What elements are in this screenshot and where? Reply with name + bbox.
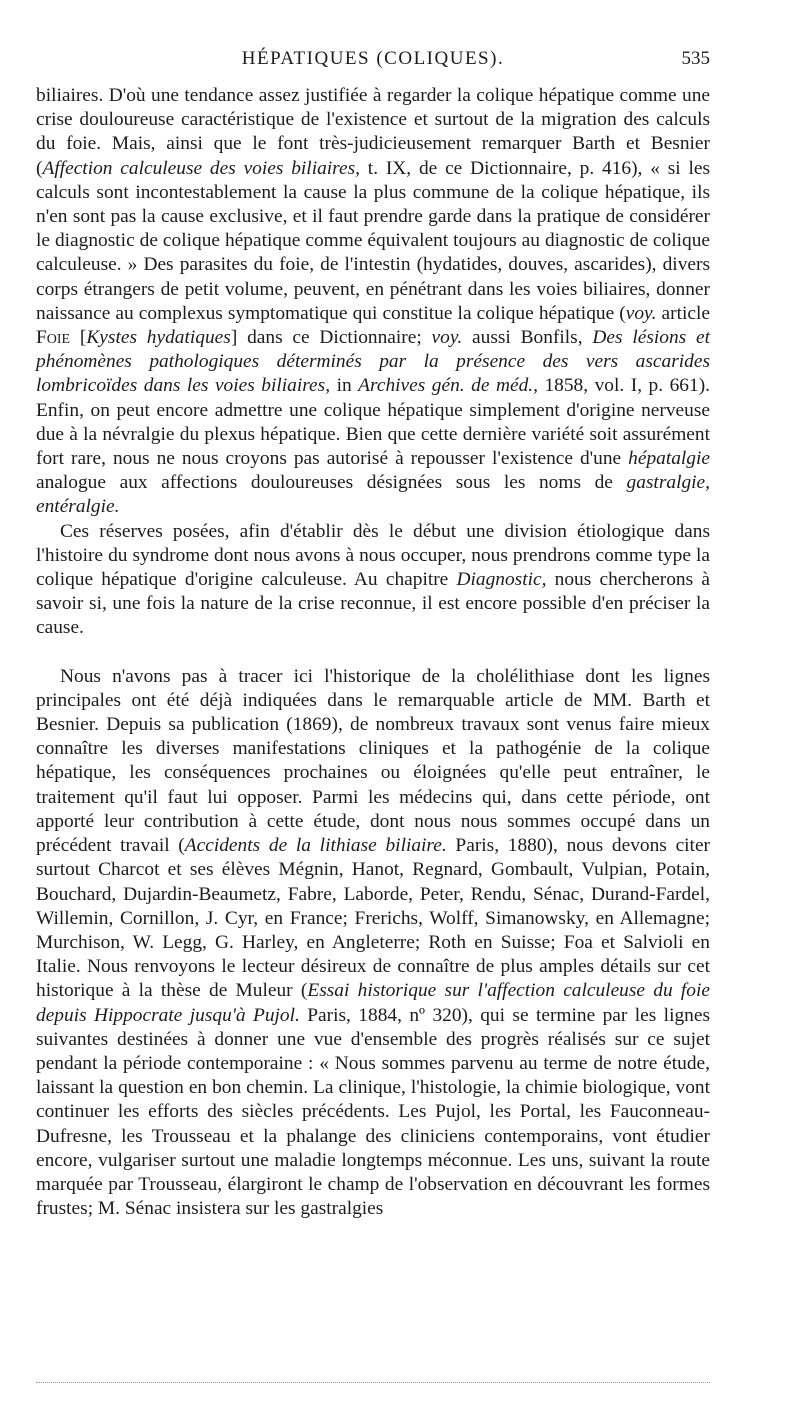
page-header — [36, 48, 710, 76]
smallcaps-run: Foie — [36, 327, 71, 349]
italic-run: Accidents de la lithiase biliaire. — [184, 835, 447, 857]
footer-dotted-rule — [36, 1382, 710, 1383]
text-run: Paris, 1884, nº 320), qui se termine par les lignes suivantes destinées à donner une vue d'ensemble des progrès réalisés sur ce sujet pendant la période contemporaine : « Nous sommes parvenu au terme de notre étude, laissant la question en bon chemin. La clinique, l'histologie, la chimie biologique, vont continuer les efforts des siècles précédents. Les Pujol, les Portal, les Fauconneau-Dufresne, les Trousseau et la phalange des cliniciens contemporains, vont étudier encore, vulgariser surtout une maladie longtemps méconnue. Les uns, suivant la route marquée par Trousseau, élargiront le champ de l'observation en découvrant les formes frustes; M. Sénac insistera sur les gastralgies — [36, 1004, 710, 1220]
italic-run: hépatalgie — [628, 448, 710, 470]
italic-run: Kystes hydatiques — [86, 327, 231, 349]
running-title: HÉPATIQUES (COLIQUES). — [241, 48, 505, 69]
text-run: in — [330, 375, 359, 397]
text-run: Nous n'avons pas à tracer ici l'historique de la cholélithiase dont les lignes principales ont été déjà indiquées dans le remarquable article de MM. Barth et Besnier. Depuis sa publication (1869), de nombreux travaux sont venus faire mieux connaître les diverses manifestations cliniques et la pathogénie de la colique hépatique, les conséquences prochaines ou éloignées qu'elle peut entraîner, le traitement qu'il faut lui opposer. Parmi les médecins qui, dans cette période, ont apporté leur contribution à cette étude, dont nous nous sommes occupé dans un précédent travail ( — [36, 665, 710, 857]
text-run: aussi Bonfils, — [462, 327, 593, 349]
italic-run: voy. — [431, 327, 463, 349]
text-run: biliaires. D'où une tendance assez justifiée à regarder la colique hépatique comme une crise douloureuse caractéristique de l'existence et surtout de la migration des calculs du foie. Mais, ainsi que le font très-judicieusement remarquer Barth et Besnier ( — [36, 85, 710, 179]
text-run: ] dans ce Dictionnaire; — [230, 327, 432, 349]
italic-run: Essai historique sur l'affection calculeuse du foie depuis Hippocrate jusqu'à Pujol. — [36, 980, 710, 1026]
text-run: [ — [70, 327, 87, 349]
italic-run: Archives gén. de méd., — [358, 375, 538, 397]
page-number: 535 — [681, 48, 710, 69]
text-run: t. IX, de ce Dictionnaire, p. 416), « si les calculs sont incontestablement la cause la plus commune de la colique hépatique, ils n'en sont pas la cause exclusive, et il faut prendre garde dans la pratique de considérer le diagnostic de colique hépatique comme équivalent toujours au diagnostic de colique calculeuse. » Des parasites du foie, de l'intestin (hydatides, douves, ascarides), divers corps étrangers de petit volume, peuvent, en pénétrant dans les voies biliaires, donner naissance au complexus symptomatique qui constitue la colique hépatique ( — [36, 157, 710, 324]
italic-run: Des lésions et phénomènes pathologiques déterminés par la présence des vers ascarides lombricoïdes dans les voies biliaires, — [36, 327, 710, 397]
italic-run: voy. — [625, 302, 657, 324]
text-run: Paris, 1880), nous devons citer surtout Charcot et ses élèves Mégnin, Hanot, Regnard, Gombault, Vulpian, Potain, Bouchard, Dujardin-Beaumetz, Fabre, Laborde, Peter, Rendu, Sénac, Durand-Fardel, Willemin, Cornillon, J. Cyr, en France; Frerichs, Wolff, Simanowsky, en Allemagne; Murchison, W. Legg, G. Harley, en Angleterre; Roth en Suisse; Foa et Salvioli en Italie. Nous renvoyons le lecteur désireux de connaître de plus amples détails sur cet historique à la thèse de Muleur ( — [36, 835, 711, 1002]
paragraph-3 — [36, 665, 710, 1222]
italic-run: gastralgie, entéralgie. — [36, 472, 710, 518]
italic-run: Affection calculeuse des voies biliaires, — [42, 157, 360, 179]
text-run: nous chercherons à savoir si, une fois la nature de la crise reconnue, il est encore possible d'en préciser la cause. — [36, 569, 710, 639]
paragraph-2 — [36, 520, 710, 641]
italic-run: Diagnostic, — [456, 569, 547, 591]
text-run: article — [656, 302, 710, 324]
text-run: 1858, vol. I, p. 661). Enfin, on peut encore admettre une colique hépatique simplement d'origine nerveuse due à la névralgie du plexus hépatique. Bien que cette dernière variété soit assurément fort rare, nous ne nous croyons pas autorisé à repousser l'existence d'une — [36, 375, 710, 470]
text-run: analogue aux affections douloureuses désignées sous les noms de — [36, 472, 627, 494]
text-run: Ces réserves posées, afin d'établir dès le début une division étiologique dans l'histoire du syndrome dont nous avons à nous occuper, nous prendrons comme type la colique hépatique d'origine calculeuse. Au chapitre — [36, 520, 710, 591]
paragraph-1 — [36, 84, 710, 520]
page-body — [36, 84, 710, 1221]
